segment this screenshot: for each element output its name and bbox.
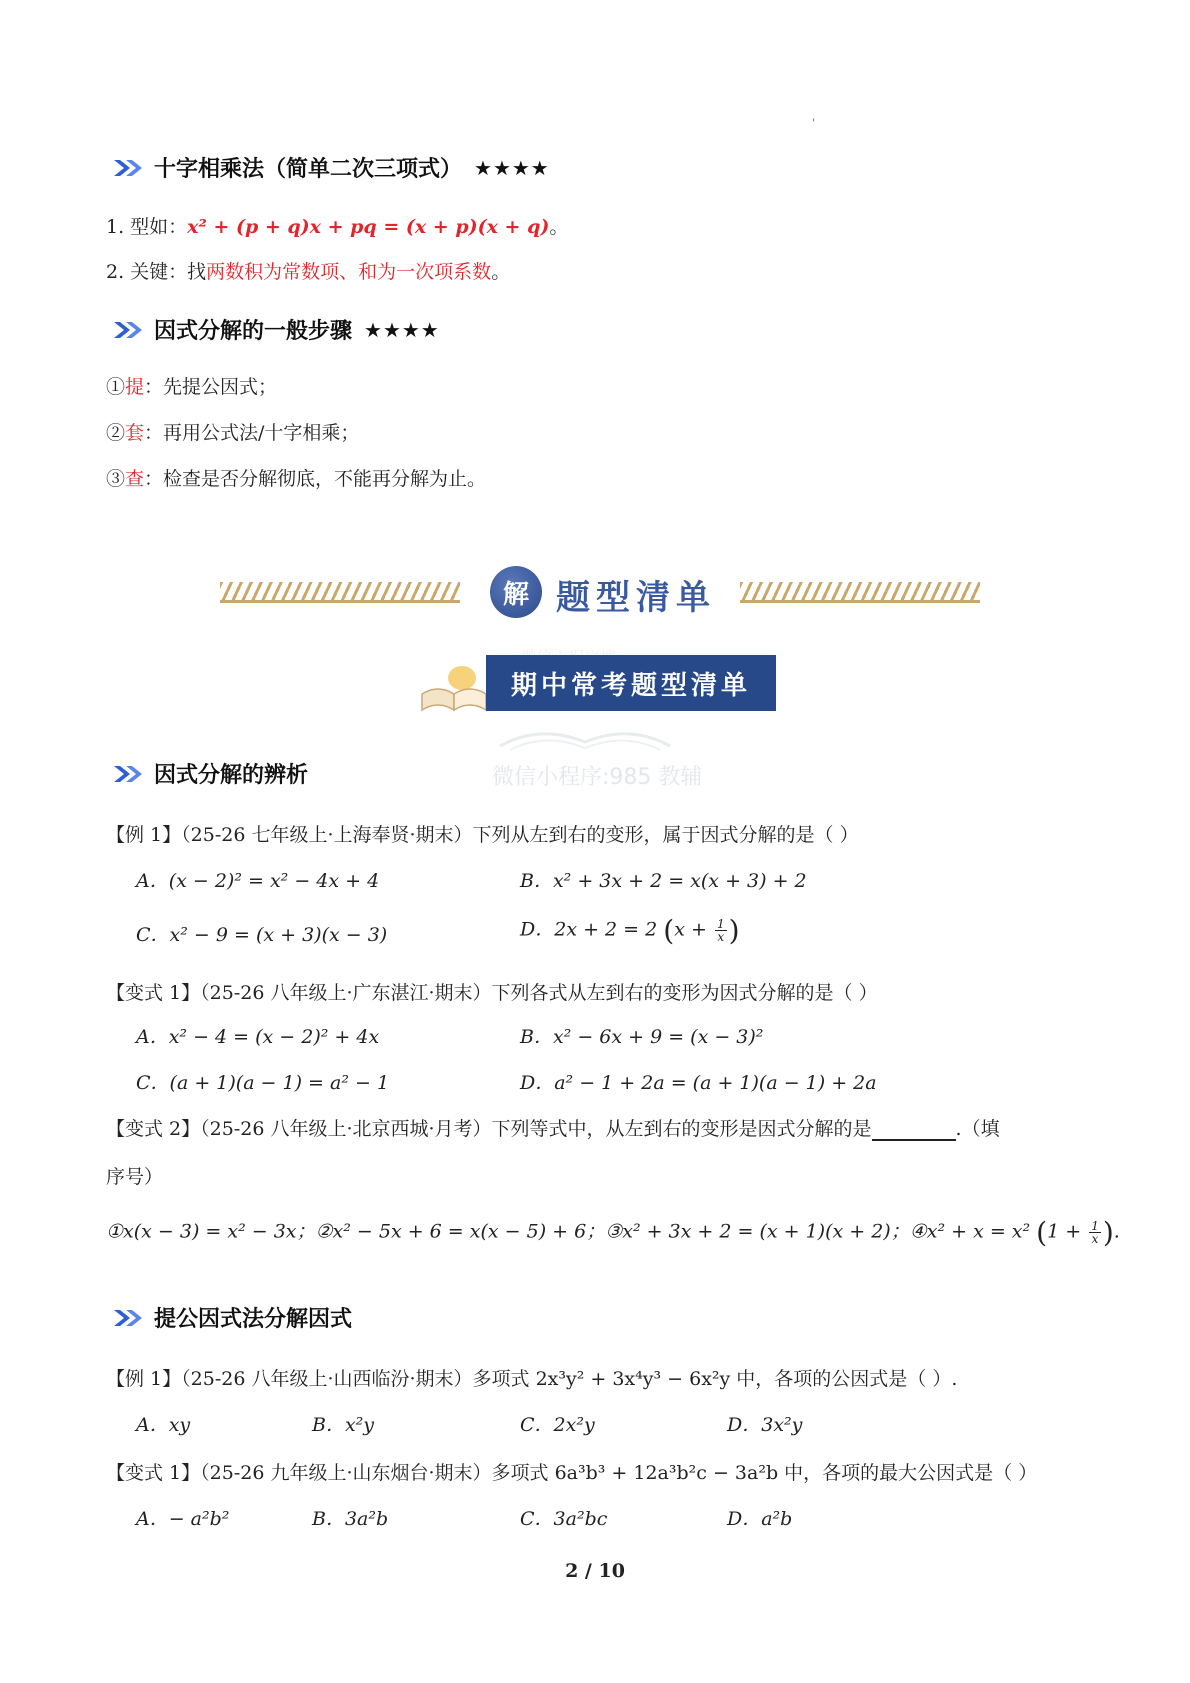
double-chevron-icon [112, 1308, 148, 1328]
variant-2-question: 【变式 2】（25-26 八年级上·北京西城·月考）下列等式中，从左到右的变形是因式分解的是 .（填 [106, 1118, 1000, 1140]
option-b: B．3a²b [312, 1508, 389, 1530]
option-a: A．xy [136, 1414, 191, 1436]
step-1: ①提：先提公因式； [106, 376, 278, 398]
importance-stars: ★★★★ [364, 317, 440, 342]
section-heading-general-steps [112, 314, 440, 345]
rule-item-2: 2. 关键：找两数积为常数项、和为一次项系数。 [106, 261, 511, 283]
section-title: 提公因式法分解因式 [154, 1307, 353, 1332]
key-phrase: 两数积为常数项、和为一次项系数 [206, 261, 492, 283]
variant-1-question: 【变式 1】（25-26 九年级上·山东烟台·期末）多项式 6a³b³ + 12a³b²c − 3a²b 中，各项的最大公因式是（ ） [106, 1462, 1038, 1484]
step-3: ③查：检查是否分解彻底，不能再分解为止。 [106, 468, 487, 490]
step-2: ②套：再用公式法/十字相乘； [106, 422, 360, 444]
option-c: C．3a²bc [520, 1508, 608, 1530]
page-marker: ' [812, 118, 815, 129]
fraction: $\frac{1}{x}$ [1091, 1219, 1099, 1246]
midterm-banner: 期中常考题型清单 [486, 655, 776, 711]
watermark-text: 微信小程序:985 教辅 [492, 765, 703, 790]
option-d: D．2x + 2 = 2 (x + $\frac{1}{x}$ ) [520, 914, 740, 947]
example-1-question: 【例 1】（25-26 七年级上·上海奉贤·期末）下列从左到右的变形，属于因式分解的是（ ） [106, 824, 859, 846]
variant-2-items: ①x(x − 3) = x² − 3x；②x² − 5x + 6 = x(x − 5) + 6；③x² + 3x + 2 = (x + 1)(x + 2)；④x² + x = x² (1 + $\frac{1}{x}$ ). [106, 1216, 1120, 1249]
rule-item-1: 1. 型如：x² + (p + q)x + pq = (x + p)(x + q)。 [106, 216, 569, 238]
question-list-banner [220, 560, 980, 630]
answer-blank[interactable] [872, 1121, 956, 1141]
double-chevron-icon [112, 320, 148, 340]
section-heading-cross-multiplication [112, 152, 550, 183]
watermark-book-logo [490, 718, 680, 752]
formula-text: x² + (p + q)x + pq = (x + p)(x + q) [187, 216, 550, 238]
jie-badge: 解 [490, 566, 542, 618]
variant-2-question-cont: 序号） [106, 1166, 164, 1188]
section-heading-common-factor [112, 1302, 352, 1333]
option-b: B．x²y [312, 1414, 375, 1436]
double-chevron-icon [112, 764, 148, 784]
option-d: D．3x²y [727, 1414, 803, 1436]
variant-1-question: 【变式 1】（25-26 八年级上·广东湛江·期末）下列各式从左到右的变形为因式分解的是（ ） [106, 982, 878, 1004]
section-heading-identify-factorization [112, 758, 308, 789]
section-title: 因式分解的辨析 [154, 763, 309, 788]
double-chevron-icon [112, 158, 148, 178]
option-c: C．(a + 1)(a − 1) = a² − 1 [136, 1072, 390, 1094]
option-c: C．2x²y [520, 1414, 595, 1436]
example-1-question: 【例 1】（25-26 八年级上·山西临汾·期末）多项式 2x³y² + 3x⁴y³ − 6x²y 中，各项的公因式是（ ）. [106, 1368, 958, 1390]
page-number: 2 / 10 [565, 1560, 625, 1582]
decorative-stripes [740, 582, 980, 603]
option-c: C．x² − 9 = (x + 3)(x − 3) [136, 924, 388, 946]
option-d: D．a² − 1 + 2a = (a + 1)(a − 1) + 2a [520, 1072, 877, 1094]
option-b: B．x² − 6x + 9 = (x − 3)² [520, 1026, 764, 1048]
section-title: 十字相乘法（简单二次三项式） [154, 157, 463, 182]
section-title: 因式分解的一般步骤 [154, 319, 353, 344]
decorative-stripes [220, 582, 460, 603]
fraction: $\frac{1}{x}$ [716, 917, 725, 944]
option-b: B．x² + 3x + 2 = x(x + 3) + 2 [520, 870, 807, 892]
banner-title: 题型清单 [556, 578, 716, 618]
option-d: D．a²b [727, 1508, 793, 1530]
option-a: A．x² − 4 = (x − 2)² + 4x [136, 1026, 380, 1048]
open-book-icon [418, 664, 490, 712]
option-a: A．(x − 2)² = x² − 4x + 4 [136, 870, 380, 892]
option-a: A．− a²b² [136, 1508, 230, 1530]
importance-stars: ★★★★ [474, 155, 550, 180]
